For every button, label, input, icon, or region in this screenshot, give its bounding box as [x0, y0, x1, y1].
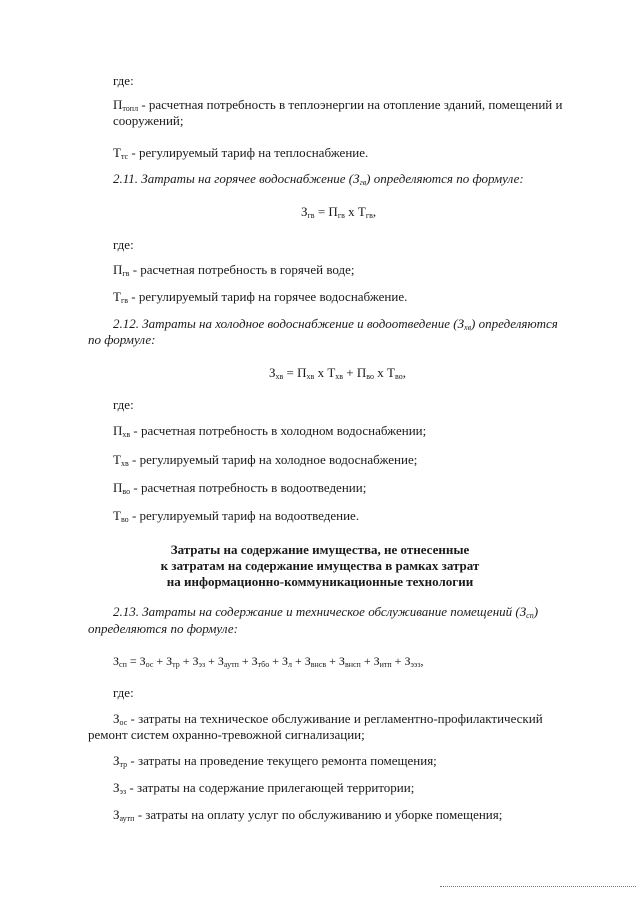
definition-z-tr: $З_{тр}$ - затраты на проведение текущего ремонта помещения;	[113, 753, 437, 769]
definition-t-vo: $Т_{во}$ - регулируемый тариф на водоотведение.	[113, 508, 360, 524]
definition-p-gv: $П_{гв}$ - расчетная потребность в горячей воде;	[113, 262, 355, 278]
definition-p-hv: $П_{хв}$ - расчетная потребность в холодном водоснабжении;	[113, 423, 427, 439]
where-label: где:	[113, 685, 134, 700]
formula-premises-maintenance: $З_{сп} = З_{ос} + З_{тр} + З_{эз} + З_{аутп} + З_{тбо} + З_л + З_{внсв} + З_{внсп} + З_{итп} + З_{ээз}$,	[113, 654, 424, 669]
definition-p-topl-continued: сооружений;	[113, 113, 184, 128]
definition-z-os-continued: ремонт систем охранно-тревожной сигнализации;	[88, 727, 365, 742]
definition-p-topl: $П_{топл}$ - расчетная потребность в теплоэнергии на отопление зданий, помещений и	[113, 97, 563, 113]
definition-p-vo: $П_{во}$ - расчетная потребность в водоотведении;	[113, 480, 367, 496]
section-heading-line-2: к затратам на содержание имущества в рамках затрат	[160, 558, 480, 573]
definition-t-gv: $Т_{гв}$ - регулируемый тариф на горячее водоснабжение.	[113, 289, 408, 305]
where-label: где:	[113, 237, 134, 252]
section-heading-line-1: Затраты на содержание имущества, не отнесенные	[170, 542, 470, 557]
section-2-12-heading-continued: по формуле:	[88, 332, 156, 347]
section-2-11-heading: 2.11. Затраты на горячее водоснабжение $(З_{гв})$ определяются по формуле:	[113, 171, 524, 187]
definition-z-os: $З_{ос}$ - затраты на техническое обслуживание и регламентно-профилактический	[113, 711, 543, 727]
definition-t-ts: $Т_{тс}$ - регулируемый тариф на теплоснабжение.	[113, 145, 369, 161]
where-label: где:	[113, 397, 134, 412]
definition-z-autp: $З_{аутп}$ - затраты на оплату услуг по обслуживанию и уборке помещения;	[113, 807, 503, 823]
where-label: где:	[113, 73, 134, 88]
definition-t-hv: $Т_{хв}$ - регулируемый тариф на холодное водоснабжение;	[113, 452, 418, 468]
footer-divider	[440, 886, 636, 887]
section-2-13-heading-continued: определяются по формуле:	[88, 621, 238, 636]
formula-hot-water: $З_{гв} = П_{гв}$ х $Т_{гв}$,	[301, 204, 377, 220]
section-2-12-heading: 2.12. Затраты на холодное водоснабжение и водоотведение $(З_{хв})$ определяются	[113, 316, 558, 332]
definition-z-ez: $З_{эз}$ - затраты на содержание прилегающей территории;	[113, 780, 415, 796]
section-heading-line-3: на информационно-коммуникационные технологии	[166, 574, 474, 589]
section-2-13-heading: 2.13. Затраты на содержание и техническое обслуживание помещений $(З_{сп})$	[113, 604, 539, 620]
formula-cold-water: $З_{хв} = П_{хв}$ х $Т_{хв} + П_{во}$ х $Т_{во}$,	[269, 365, 406, 381]
